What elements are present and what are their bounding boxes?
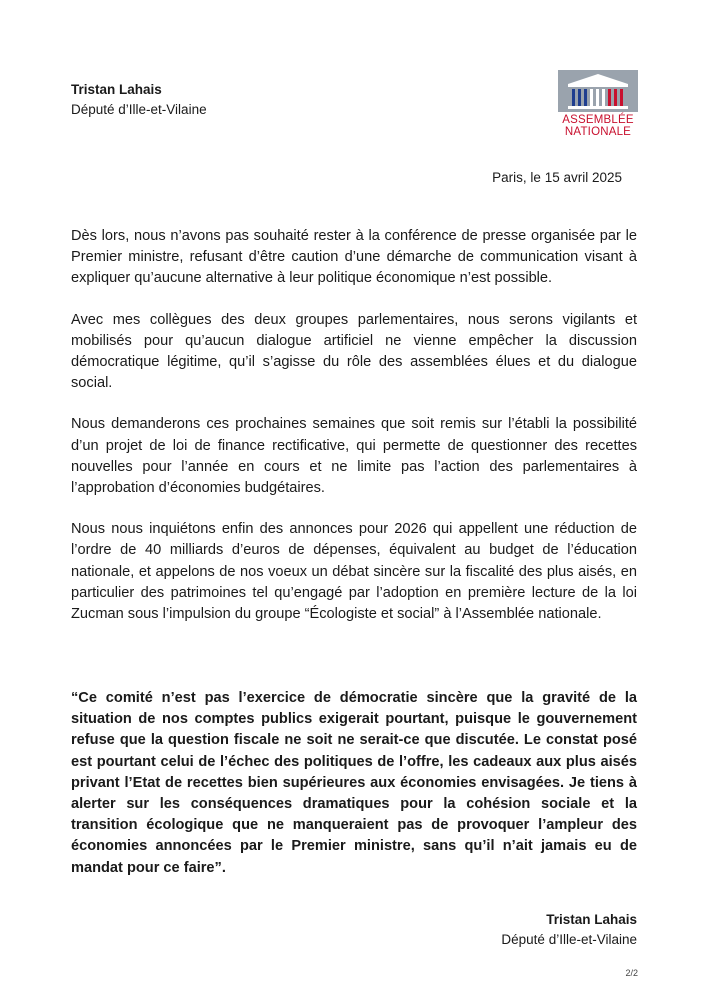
logo-column	[596, 89, 599, 106]
page-number: 2/2	[625, 968, 638, 978]
logo-line-1: ASSEMBLÉE	[562, 114, 634, 126]
sender-title: Député d’Ille-et-Vilaine	[71, 102, 207, 117]
logo-column	[614, 89, 617, 106]
assemblee-nationale-logo-icon	[556, 70, 640, 114]
letter-date: Paris, le 15 avril 2025	[492, 170, 622, 185]
sender-block	[71, 80, 207, 120]
logo-column	[602, 89, 605, 106]
signature-title: Député d’Ille-et-Vilaine	[501, 932, 637, 947]
logo-column	[584, 89, 587, 106]
logo-column	[590, 89, 593, 106]
logo-column	[620, 89, 623, 106]
logo-line-2: NATIONALE	[564, 126, 632, 138]
body-paragraph: Nous nous inquiétons enfin des annonces pour 2026 qui appellent une réduction de l’ordre de 40 milliards d’euros de dépenses, équivalent au budget de l’éducation nationale, et appelons de nos voeux un débat sincère sur la fiscalité des plus aisés, en particulier des patrimoines tel qu’engagé par l’adoption en première lecture de la loi Zucman sous l’impulsion du groupe “Écologiste et social” à l’Assemblée nationale.	[71, 521, 637, 623]
signature-name: Tristan Lahais	[546, 912, 637, 927]
logo-base	[568, 106, 628, 109]
logo-entablature	[568, 84, 628, 87]
sender-name: Tristan Lahais	[71, 82, 162, 97]
body-paragraph: Nous demanderons ces prochaines semaines que soit remis sur l’établi la possibilité d’un projet de loi de finance rectificative, qui permette de questionner des recettes nouvelles pour l’année en cours et ne limite pas l’action des parlementaires à l’approbation d’économies budgétaires.	[71, 416, 637, 497]
body-paragraph: Avec mes collègues des deux groupes parlementaires, nous serons vigilants et mobilisés pour qu’aucun dialogue artificiel ne vienne empêcher la discussion démocratique légitime, qu’il s’agisse du rôle des assemblées élues et du dialogue social.	[71, 311, 637, 392]
logo-text	[556, 114, 640, 138]
signature-block	[501, 910, 637, 950]
bold-quote: “Ce comité n’est pas l’exercice de démocratie sincère que la gravité de la situation de nos comptes publics exigerait pourtant, puisque le gouvernement refuse que la question fiscale ne soit ne serait-ce que discutée. Le constat posé est pourtant celui de l’échec des politiques de l’offre, les cadeaux aux plus aisés privant l’Etat de recettes bien supérieures aux économies envisagées. Je tiens à alerter sur les conséquences dramatiques pour la cohésion sociale et la transition écologique que ne manqueraient pas de provoquer l’ampleur des économies annoncées par le Premier ministre, sans qu’il n’ait jamais eu de mandat pour ce faire”.	[71, 690, 637, 876]
assemblee-nationale-logo	[556, 70, 640, 142]
logo-column	[572, 89, 575, 106]
logo-column	[578, 89, 581, 106]
body-paragraph: Dès lors, nous n’avons pas souhaité rester à la conférence de presse organisée par le Premier ministre, refusant d’être caution d’une démarche de communication visant à expliquer qu’aucune alternative à leur politique économique n’est possible.	[71, 228, 637, 287]
logo-column	[608, 89, 611, 106]
letter-body	[71, 226, 637, 645]
